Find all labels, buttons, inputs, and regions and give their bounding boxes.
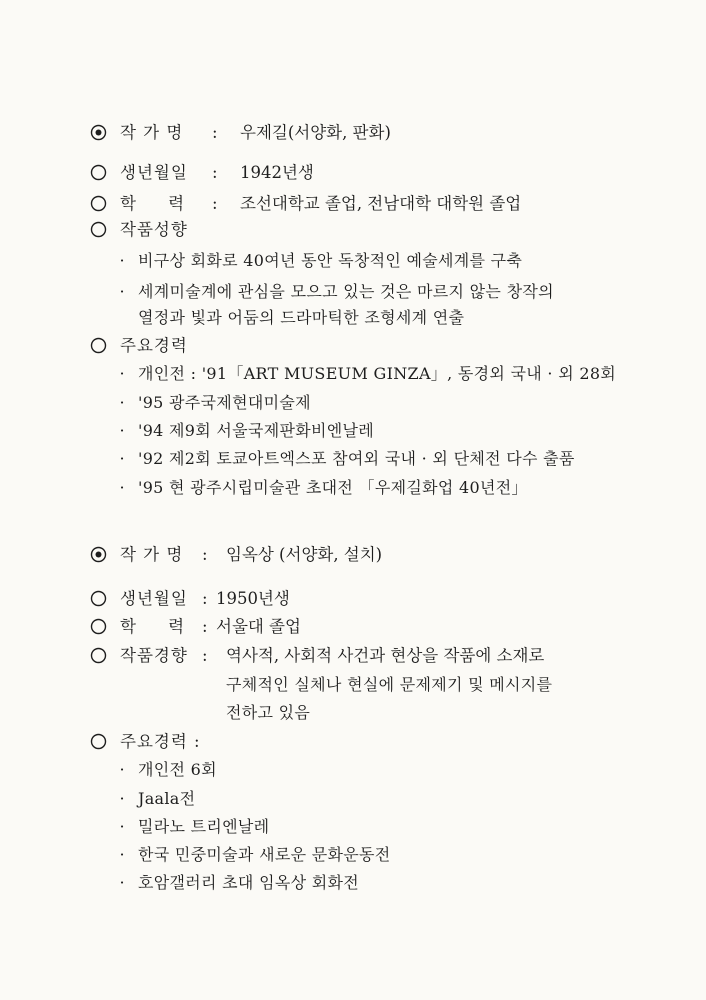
bullet-dot: · — [119, 364, 125, 383]
artist2-name-colon: : — [202, 545, 208, 564]
artist1-birth: 1942년생 — [240, 163, 314, 182]
artist2-edu-colon: : — [202, 617, 208, 636]
career-item-text: 한국 민중미술과 새로운 문화운동전 — [138, 845, 391, 864]
bullet-dot: · — [119, 760, 125, 779]
bullet-dot: · — [119, 251, 125, 270]
artist1-birth-label: 생년월일 — [120, 163, 188, 182]
career-item-text: 호암갤러리 초대 임옥상 회화전 — [138, 873, 359, 892]
circle-icon — [90, 733, 107, 750]
circle-icon — [90, 647, 107, 664]
artist1-edu-colon: : — [212, 194, 218, 213]
artist2-birth-label: 생년월일 — [120, 589, 188, 608]
circle-icon — [90, 164, 107, 181]
artist2-career-label: 주요경력 : — [120, 732, 201, 751]
career-item-text: 개인전 6회 — [138, 760, 217, 779]
bullet-dot: · — [119, 393, 125, 412]
artist2-birth-colon: : — [202, 589, 208, 608]
artist1-career-label: 주요경력 — [120, 336, 188, 355]
bullseye-icon — [90, 546, 107, 563]
bullet-dot: · — [119, 817, 125, 836]
artist2-style-line: 역사적, 사회적 사건과 현상을 작품에 소재로 — [226, 646, 545, 665]
career-item-text: '92 제2회 토쿄아트엑스포 참여외 국내 · 외 단체전 다수 출품 — [138, 449, 575, 468]
style-item-text: 비구상 회화로 40여년 동안 독창적인 예술세계를 구축 — [138, 251, 523, 270]
circle-icon — [90, 195, 107, 212]
artist2-edu: 서울대 졸업 — [216, 617, 301, 636]
artist2-name: 임옥상 (서양화, 설치) — [226, 545, 383, 564]
bullet-dot: · — [119, 789, 125, 808]
style-item-text: 세계미술계에 관심을 모으고 있는 것은 마르지 않는 창작의 — [138, 282, 554, 301]
bullet-dot: · — [119, 478, 125, 497]
circle-icon — [90, 618, 107, 635]
career-item-text: '94 제9회 서울국제판화비엔날레 — [138, 421, 374, 440]
artist1-style-label: 작품성향 — [120, 220, 188, 239]
bullet-dot: · — [119, 421, 125, 440]
career-item-text: '95 광주국제현대미술제 — [138, 393, 311, 412]
circle-icon — [90, 221, 107, 238]
career-item-text: Jaala전 — [138, 789, 196, 808]
artist1-name-colon: : — [212, 123, 218, 142]
circle-icon — [90, 590, 107, 607]
artist2-style-label: 작품경향 — [120, 646, 188, 665]
artist1-birth-colon: : — [212, 163, 218, 182]
career-item-text: 밀라노 트리엔날레 — [138, 817, 270, 836]
circle-icon — [90, 337, 107, 354]
bullseye-icon — [90, 124, 107, 141]
artist1-name: 우제길(서양화, 판화) — [240, 123, 391, 142]
artist1-edu-label: 학 력 — [120, 194, 186, 213]
artist2-edu-label: 학 력 — [120, 617, 186, 636]
career-item-text: '95 현 광주시립미술관 초대전 「우제길화업 40년전」 — [138, 478, 528, 497]
artist2-birth: 1950년생 — [216, 589, 290, 608]
artist2-style-line: 전하고 있음 — [226, 703, 311, 722]
bullet-dot: · — [119, 845, 125, 864]
career-item-text: 개인전 : '91「ART MUSEUM GINZA」, 동경외 국내 · 외 28회 — [138, 364, 617, 383]
bullet-dot: · — [119, 449, 125, 468]
artist2-style-colon: : — [202, 646, 208, 665]
artist2-name-label: 작 가 명 — [120, 545, 184, 564]
bullet-dot: · — [119, 873, 125, 892]
artist1-name-label: 작 가 명 — [120, 123, 184, 142]
artist1-edu: 조선대학교 졸업, 전남대학 대학원 졸업 — [240, 194, 522, 213]
style-item-continuation: 열정과 빛과 어둠의 드라마틱한 조형세계 연출 — [138, 308, 465, 327]
artist2-style-line: 구체적인 실체나 현실에 문제제기 및 메시지를 — [226, 675, 553, 694]
bullet-dot: · — [119, 282, 125, 301]
